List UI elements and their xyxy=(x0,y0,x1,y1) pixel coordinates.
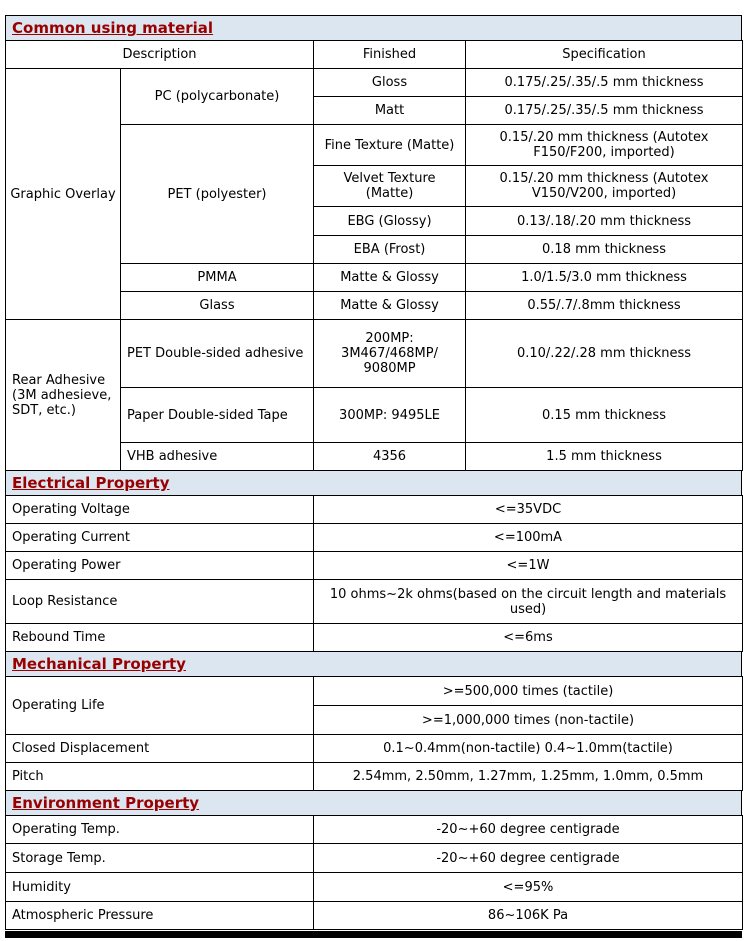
property-label-cell: Atmospheric Pressure xyxy=(6,902,314,930)
table-row xyxy=(6,580,743,624)
property-label-cell: Operating Life xyxy=(6,677,314,735)
property-value-cell: -20~+60 degree centigrade xyxy=(314,844,743,873)
table-row xyxy=(6,524,743,552)
section-title: Mechanical Property xyxy=(12,655,186,673)
property-label-cell: Loop Resistance xyxy=(6,580,314,624)
table-row xyxy=(6,496,743,524)
property-label-cell: Rebound Time xyxy=(6,624,314,652)
material-cell-pc: PC (polycarbonate) xyxy=(121,69,314,125)
property-label-cell: Operating Power xyxy=(6,552,314,580)
table-row xyxy=(6,844,743,873)
finished-cell: Fine Texture (Matte) xyxy=(314,125,466,166)
spec-cell: 0.15 mm thickness xyxy=(466,388,743,443)
spec-cell: 0.55/.7/.8mm thickness xyxy=(466,292,743,320)
table-row xyxy=(6,873,743,902)
property-value-cell: 2.54mm, 2.50mm, 1.27mm, 1.25mm, 1.0mm, 0.5mm xyxy=(314,763,743,791)
finished-cell: 300MP: 9495LE xyxy=(314,388,466,443)
finished-cell: Velvet Texture (Matte) xyxy=(314,166,466,207)
finished-cell: Gloss xyxy=(314,69,466,97)
finished-cell: Matte & Glossy xyxy=(314,264,466,292)
property-value-cell: >=1,000,000 times (non-tactile) xyxy=(314,706,743,735)
property-value-cell: <=35VDC xyxy=(314,496,743,524)
spec-cell: 0.10/.22/.28 mm thickness xyxy=(466,320,743,388)
finished-cell: 4356 xyxy=(314,443,466,471)
finished-cell: Matte & Glossy xyxy=(314,292,466,320)
property-value-cell: <=1W xyxy=(314,552,743,580)
material-cell-paper-double-sided: Paper Double-sided Tape xyxy=(121,388,314,443)
material-cell-pet: PET (polyester) xyxy=(121,125,314,264)
environment-property-table xyxy=(5,815,743,930)
table-row xyxy=(6,69,743,97)
section-header-electrical xyxy=(5,470,742,496)
property-value-cell: 10 ohms~2k ohms(based on the circuit length and materials used) xyxy=(314,580,743,624)
property-label-cell: Operating Temp. xyxy=(6,816,314,844)
table-row xyxy=(6,816,743,844)
property-label-cell: Operating Current xyxy=(6,524,314,552)
table-row xyxy=(6,902,743,930)
spec-cell: 0.175/.25/.35/.5 mm thickness xyxy=(466,97,743,125)
property-value-cell: <=6ms xyxy=(314,624,743,652)
finished-cell: EBA (Frost) xyxy=(314,236,466,264)
property-value-cell: 86~106K Pa xyxy=(314,902,743,930)
section-header-mechanical xyxy=(5,651,742,677)
property-label-cell: Closed Displacement xyxy=(6,735,314,763)
property-value-cell: <=100mA xyxy=(314,524,743,552)
spec-cell: 0.18 mm thickness xyxy=(466,236,743,264)
section-header-common-material xyxy=(5,15,742,41)
property-label-cell: Pitch xyxy=(6,763,314,791)
property-value-cell: <=95% xyxy=(314,873,743,902)
spec-cell: 0.15/.20 mm thickness (Autotex V150/V200, imported) xyxy=(466,166,743,207)
spec-cell: 0.13/.18/.20 mm thickness xyxy=(466,207,743,236)
material-cell-glass: Glass xyxy=(121,292,314,320)
table-header-row xyxy=(6,41,743,69)
finished-cell: EBG (Glossy) xyxy=(314,207,466,236)
table-row xyxy=(6,735,743,763)
finished-cell: 200MP: 3M467/468MP/ 9080MP xyxy=(314,320,466,388)
table-row xyxy=(6,763,743,791)
property-label-cell: Humidity xyxy=(6,873,314,902)
bottom-border-bar xyxy=(5,931,742,938)
table-row xyxy=(6,677,743,706)
spec-cell: 0.175/.25/.35/.5 mm thickness xyxy=(466,69,743,97)
mechanical-property-table xyxy=(5,676,743,791)
table-row xyxy=(6,552,743,580)
section-title: Electrical Property xyxy=(12,474,170,492)
table-row xyxy=(6,624,743,652)
column-header-specification: Specification xyxy=(466,41,743,69)
section-title: Common using material xyxy=(12,19,214,37)
spec-cell: 1.5 mm thickness xyxy=(466,443,743,471)
column-header-finished: Finished xyxy=(314,41,466,69)
category-cell-graphic-overlay: Graphic Overlay xyxy=(6,69,121,320)
material-cell-vhb: VHB adhesive xyxy=(121,443,314,471)
property-value-cell: 0.1~0.4mm(non-tactile) 0.4~1.0mm(tactile) xyxy=(314,735,743,763)
common-material-table xyxy=(5,40,743,471)
property-label-cell: Storage Temp. xyxy=(6,844,314,873)
property-value-cell: -20~+60 degree centigrade xyxy=(314,816,743,844)
material-cell-pet-double-sided: PET Double-sided adhesive xyxy=(121,320,314,388)
section-header-environment xyxy=(5,790,742,816)
spec-cell: 1.0/1.5/3.0 mm thickness xyxy=(466,264,743,292)
spec-cell: 0.15/.20 mm thickness (Autotex F150/F200, imported) xyxy=(466,125,743,166)
electrical-property-table xyxy=(5,495,743,652)
column-header-description: Description xyxy=(6,41,314,69)
section-title: Environment Property xyxy=(12,794,200,812)
property-label-cell: Operating Voltage xyxy=(6,496,314,524)
material-cell-pmma: PMMA xyxy=(121,264,314,292)
finished-cell: Matt xyxy=(314,97,466,125)
property-value-cell: >=500,000 times (tactile) xyxy=(314,677,743,706)
table-row xyxy=(6,320,743,388)
category-cell-rear-adhesive: Rear Adhesive (3M adhesieve, SDT, etc.) xyxy=(6,320,121,471)
